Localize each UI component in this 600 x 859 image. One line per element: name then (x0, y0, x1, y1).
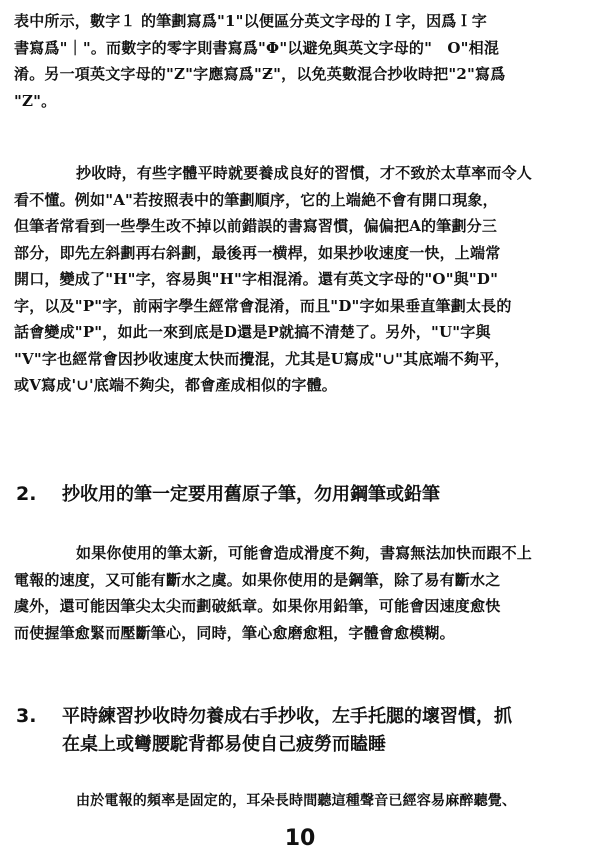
paragraph-fatigue (14, 788, 586, 815)
section-title-line: 在桌上或彎腰駝背都易使自己疲勞而瞌睡 (62, 734, 386, 755)
section-number: 3. (16, 705, 37, 727)
page-number: 10 (284, 826, 316, 851)
text-line: 淆。另一項英文字母的"Z"字應寫爲"Ƶ"，以免英數混合抄收時把"2"寫爲 (14, 65, 506, 83)
section-heading-posture (16, 702, 588, 759)
text-line: 開口，變成了"H"字，容易與"H"字相混淆。還有英文字母的"O"與"D" (14, 270, 499, 288)
text-line: 而使握筆愈緊而壓斷筆心，同時，筆心愈磨愈粗，字體會愈模糊。 (14, 623, 455, 642)
section-title-line: 平時練習抄收時勿養成右手抄收，左手托腮的壞習慣，抓 (62, 706, 512, 727)
paragraph-letter-writing-rules (14, 8, 586, 114)
text-line: 或V寫成'∪'底端不夠尖，都會產成相似的字體。 (14, 376, 337, 394)
text-line: 話會變成"P"，如此一來到底是D還是P就搞不清楚了。另外，"U"字與 (14, 323, 491, 341)
text-line: 如果你使用的筆太新，可能會造成滑度不夠，書寫無法加快而跟不上 (76, 544, 533, 562)
text-line: 字，以及"P"字，前兩字學生經常會混淆，而且"D"字如果垂直筆劃太長的 (14, 296, 512, 315)
text-line: 抄收時，有些字體平時就要養成良好的習慣，才不致於太草率而令人 (76, 164, 533, 182)
section-heading-pen-choice (16, 480, 588, 509)
text-line: 部分，即先左斜劃再右斜劃，最後再一横桿，如果抄收速度一快，上端常 (14, 243, 501, 262)
text-line: 由於電報的頻率是固定的，耳朵長時間聽這種聲音已經容易麻醉聽覺、 (76, 793, 517, 809)
text-line: "Z"。 (14, 91, 57, 110)
paragraph-handwriting-habits (14, 160, 586, 399)
text-line: 電報的速度，又可能有斷水之虞。如果你使用的是鋼筆，除了易有斷水之 (14, 570, 501, 589)
section-title: 抄收用的筆一定要用舊原子筆，勿用鋼筆或鉛筆 (62, 484, 440, 505)
text-line: "V"字也經常會因抄收速度太快而攪混，尤其是U寫成"∪"其底端不夠平， (14, 349, 510, 368)
section-number: 2. (16, 483, 37, 505)
text-line: 看不懂。例如"A"若按照表中的筆劃順序，它的上端絶不會有開口現象， (14, 190, 498, 209)
text-line: 書寫爲"｜"。而數字的零字則書寫爲"Φ"以避免與英文字母的" O"相混 (14, 38, 500, 57)
paragraph-pen-choice (14, 540, 586, 646)
text-line: 表中所示，數字１ 的筆劃寫爲"1"以便區分英文字母的Ｉ字，因爲Ｉ字 (14, 12, 487, 30)
text-line: 虞外，還可能因筆尖太尖而劃破紙章。如果你用鉛筆，可能會因速度愈快 (14, 597, 501, 615)
text-line: 但筆者常看到一些學生改不掉以前錯誤的書寫習慣，偏偏把A的筆劃分三 (14, 217, 498, 235)
